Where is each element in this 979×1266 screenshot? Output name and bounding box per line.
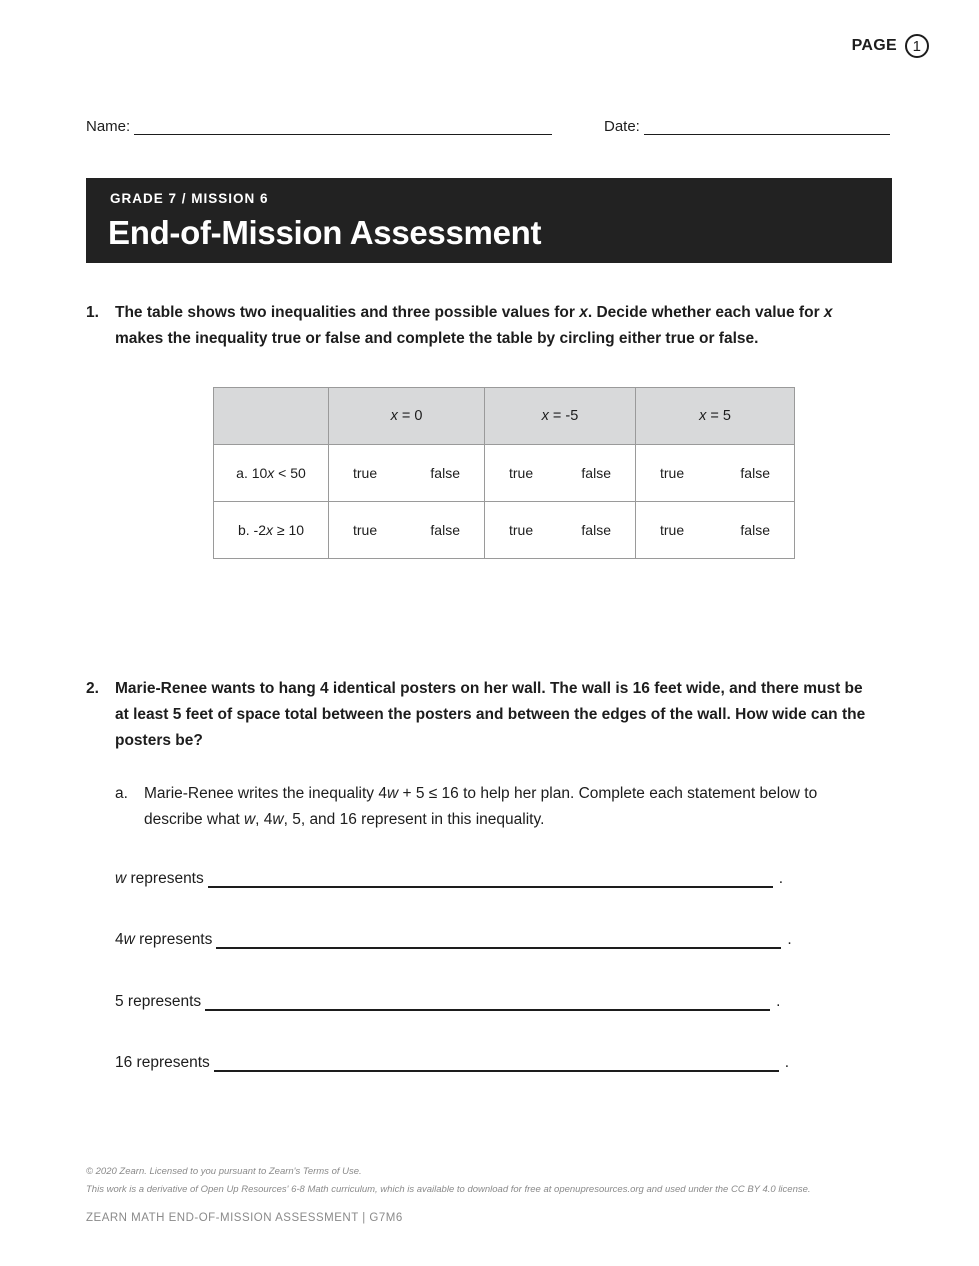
pa-l1-pre: Marie-Renee writes the inequality 4 <box>144 785 387 802</box>
statement-label: 5 represents <box>115 993 202 1010</box>
table-header <box>485 388 636 445</box>
st-var: w <box>123 931 135 948</box>
question-2-number: 2. <box>86 680 99 697</box>
header-subtitle: GRADE 7 / MISSION 6 <box>110 191 269 206</box>
footer-copyright <box>86 1163 811 1199</box>
statement-period: . <box>784 1054 790 1071</box>
statement-16 <box>115 1054 789 1072</box>
row-var: x <box>265 522 273 538</box>
statement-period: . <box>787 931 792 948</box>
date-line[interactable] <box>644 120 890 135</box>
pa-l2-mid: , 4 <box>255 811 273 828</box>
row-prefix: a. 10 <box>236 465 268 481</box>
header-var: x <box>699 408 707 424</box>
true-option[interactable]: true <box>509 465 534 481</box>
true-option[interactable]: true <box>660 465 685 481</box>
q1-text-b: . Decide whether each value for <box>587 304 824 321</box>
row-suffix: < 50 <box>274 465 306 481</box>
pa-l2-post: , 5, and 16 represent in this inequality. <box>283 811 545 828</box>
true-option[interactable]: true <box>353 522 378 538</box>
name-label: Name: <box>86 118 131 135</box>
answer-line[interactable] <box>208 874 773 888</box>
pa-l1-var: w <box>386 785 399 802</box>
true-option[interactable]: true <box>353 465 378 481</box>
row-suffix: ≥ 10 <box>272 522 305 538</box>
row-var: x <box>267 465 275 481</box>
header-value: = 5 <box>706 408 731 424</box>
question-2-text <box>115 676 905 754</box>
page-title: End-of-Mission Assessment <box>108 214 542 251</box>
q1-var-2: x <box>823 304 833 321</box>
answer-line[interactable] <box>216 935 781 949</box>
row-label-b <box>214 502 329 559</box>
statement-label <box>115 931 212 949</box>
pa-l1-post: + 5 ≤ 16 to help her plan. Complete each statement below to <box>398 785 818 802</box>
true-option[interactable]: true <box>660 522 685 538</box>
q2-line-2: at least 5 feet of space total between the posters and between the edges of the wall. How wide can the <box>115 706 866 723</box>
st-pre: 4 <box>115 931 124 948</box>
q1-var: x <box>579 304 588 321</box>
st-post: represents <box>126 870 204 887</box>
false-option[interactable]: false <box>581 465 611 481</box>
st-var: w <box>115 870 127 887</box>
table-row <box>214 502 795 559</box>
row-label-a <box>214 445 329 502</box>
footer-doc-title: ZEARN MATH END-OF-MISSION ASSESSMENT | G7M6 <box>86 1212 403 1224</box>
date-label: Date: <box>604 118 640 135</box>
q2-line-1: Marie-Renee wants to hang 4 identical posters on her wall. The wall is 16 feet wide, and there must be <box>115 680 863 697</box>
pa-l2-pre: describe what <box>144 811 244 828</box>
name-line[interactable] <box>134 120 552 135</box>
header-var: x <box>390 408 398 424</box>
question-1-text <box>115 300 895 352</box>
statement-w <box>115 870 783 888</box>
statement-5 <box>115 993 780 1011</box>
page-label: PAGE <box>851 37 897 54</box>
header-value: = 0 <box>397 408 423 424</box>
row-prefix: b. -2 <box>237 522 266 538</box>
copyright-line: © 2020 Zearn. Licensed to you pursuant to Zearn's Terms of Use. <box>86 1166 362 1177</box>
pa-l2-var2: w <box>272 811 284 828</box>
false-option[interactable]: false <box>740 522 770 538</box>
license-line: This work is a derivative of Open Up Resources' 6-8 Math curriculum, which is available to download for free at openupresources.org and used under the CC BY 4.0 license. <box>86 1184 811 1195</box>
q1-text-line2: makes the inequality true or false and complete the table by circling either true or false. <box>115 330 759 347</box>
q2-line-3: posters be? <box>115 732 203 749</box>
table-header <box>329 388 485 445</box>
pa-l2-var1: w <box>243 811 256 828</box>
st-post: represents <box>134 931 213 948</box>
statement-period: . <box>776 993 781 1010</box>
date-field[interactable] <box>604 118 890 135</box>
true-option[interactable]: true <box>509 522 534 538</box>
header-value: = -5 <box>548 408 579 424</box>
table-row <box>214 445 795 502</box>
inequality-table <box>213 387 795 559</box>
page-marker <box>852 34 929 58</box>
part-a-text <box>144 781 904 833</box>
table-header <box>636 388 795 445</box>
false-option[interactable]: false <box>740 465 770 481</box>
q1-text-a: The table shows two inequalities and three possible values for <box>115 304 580 321</box>
name-field[interactable] <box>86 118 552 135</box>
table-corner <box>214 388 329 445</box>
header-var: x <box>541 408 549 424</box>
answer-line[interactable] <box>214 1058 779 1072</box>
false-option[interactable]: false <box>581 522 611 538</box>
statement-4w <box>115 931 792 949</box>
question-1-number: 1. <box>86 304 99 321</box>
statement-label: 16 represents <box>115 1054 210 1071</box>
page-number: 1 <box>905 34 929 58</box>
header-banner <box>86 178 892 263</box>
answer-line[interactable] <box>205 997 770 1011</box>
false-option[interactable]: false <box>430 465 460 481</box>
table-header-row <box>214 388 795 445</box>
part-a-letter: a. <box>115 785 128 802</box>
statement-period: . <box>778 870 784 887</box>
statement-label <box>115 870 204 888</box>
false-option[interactable]: false <box>430 522 460 538</box>
